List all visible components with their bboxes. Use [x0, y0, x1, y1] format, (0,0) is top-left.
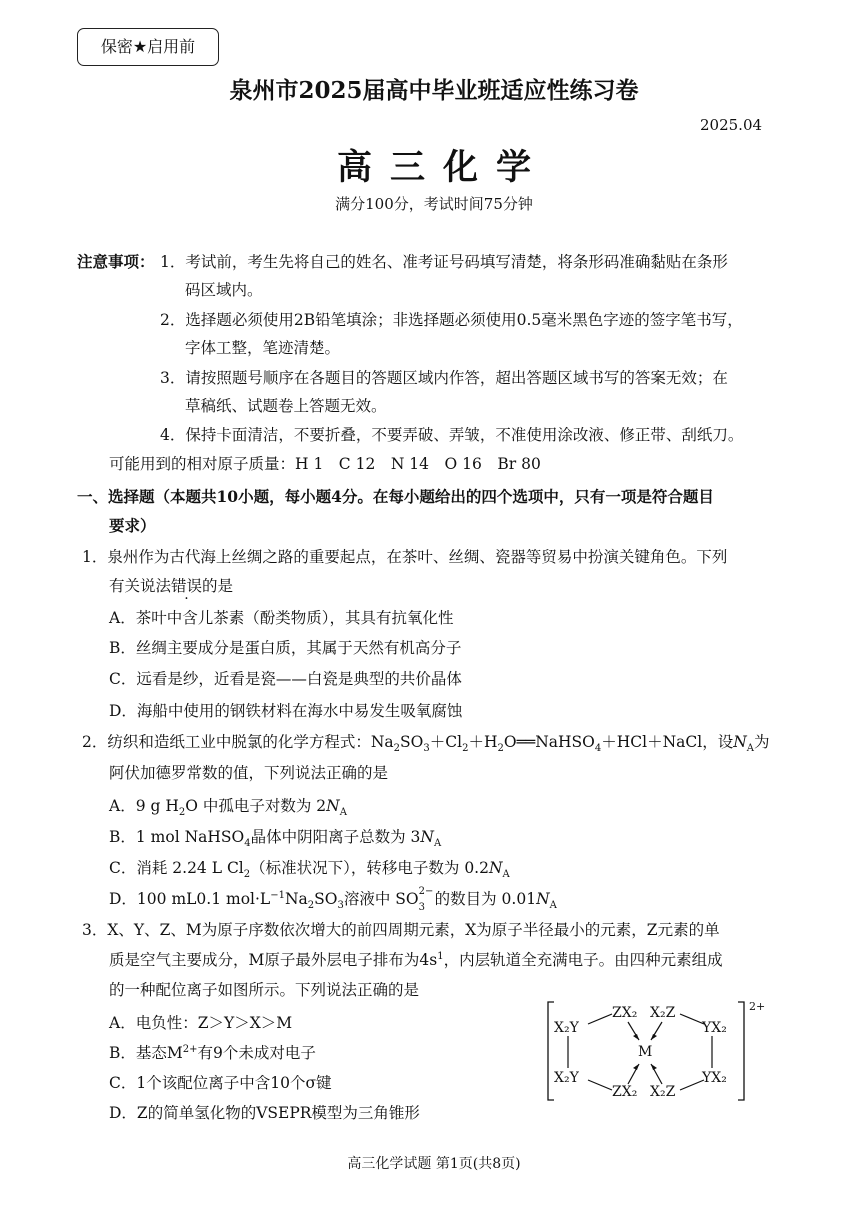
note-4: 4．保持卡面清洁，不要折叠，不要弄破、弄皱，不准使用涂改液、修正带、刮纸刀。: [160, 426, 744, 444]
x2y-top: X₂Y: [554, 1020, 579, 1036]
question-3-stem-cont-2: 的一种配位离子如图所示。下列说法正确的是: [109, 981, 420, 999]
question-1-option-d: D．海船中使用的钢铁材料在海水中易发生吸氧腐蚀: [109, 702, 463, 720]
atomic-masses: 可能用到的相对原子质量：H 1 C 12 N 14 O 16 Br 80: [109, 455, 541, 473]
question-1-option-a: A．茶叶中含儿茶素（酚类物质），其具有抗氧化性: [109, 609, 454, 627]
question-3-stem: 3．X、Y、Z、M为原子序数依次增大的前四周期元素，X为原子半径最小的元素，Z元素的单: [82, 921, 720, 939]
section-heading: 一、选择题（本题共10小题，每小题4分。在每小题给出的四个选项中，只有一项是符合题目: [77, 487, 714, 506]
confidential-stamp: 保密★启用前: [77, 28, 219, 66]
note-2: 2．选择题必须使用2B铅笔填涂；非选择题必须使用0.5毫米黑色字迹的签字笔书写，: [160, 311, 743, 329]
question-3-option-c: C．1个该配位离子中含10个σ键: [109, 1074, 332, 1092]
section-heading-cont: 要求）: [109, 516, 156, 535]
question-1-stem-cont: 有关说法错误的是: [109, 577, 234, 595]
x2z-bottom: X₂Z: [650, 1084, 676, 1100]
yx2-bottom: YX₂: [702, 1070, 727, 1086]
question-2-stem: 2．纺织和造纸工业中脱氯的化学方程式：$Na_2SO_3+Cl_2+H_2O══NaHSO_4+HCl+NaCl$，设$N_A$为: [82, 733, 770, 755]
page-footer: 高三化学试题 第1页(共8页): [347, 1156, 521, 1172]
note-2-cont: 字体工整，笔迹清楚。: [185, 339, 341, 357]
x2z-top: X₂Z: [650, 1005, 676, 1021]
subject-title: 高三化学: [336, 147, 549, 188]
ion-charge: 2+: [749, 1000, 766, 1013]
question-1-stem: 1．泉州作为古代海上丝绸之路的重要起点，在茶叶、丝绸、瓷器等贸易中扮演关键角色。下列: [82, 548, 728, 566]
question-1-option-b: B．丝绸主要成分是蛋白质，其属于天然有机高分子: [109, 639, 462, 657]
question-2-stem-cont: 阿伏加德罗常数的值，下列说法正确的是: [109, 764, 389, 782]
question-2-option-c: C．消耗 2.24 L $Cl_2$（标准状况下），转移电子数为 $0.2N_A$: [109, 859, 510, 881]
note-3-cont: 草稿纸、试题卷上答题无效。: [185, 397, 387, 415]
question-1-option-c: C．远看是纱，近看是瓷——白瓷是典型的共价晶体: [109, 670, 462, 688]
metal-center: M: [638, 1044, 653, 1060]
yx2-top: YX₂: [702, 1020, 727, 1036]
coordination-ion-diagram: [540, 992, 780, 1110]
note-3: 3．请按照题号顺序在各题目的答题区域内作答，超出答题区域书写的答案无效；在: [160, 369, 728, 387]
question-2-option-d: D．100 mL0.1 $mol\cdot L^{-1}Na_2SO_3$溶液中 SO 2− 3 的数目为 $0.01N_A$: [109, 886, 557, 913]
right-bracket: [738, 1002, 744, 1100]
notes-label: 注意事项：: [77, 253, 155, 271]
question-3-option-d: D．Z的简单氢化物的VSEPR模型为三角锥形: [109, 1104, 420, 1122]
note-1: 1．考试前，考生先将自己的姓名、准考证号码填写清楚，将条形码准确黏贴在条形: [160, 253, 728, 271]
zx2-bottom: ZX₂: [612, 1084, 638, 1100]
emphasis-dots: 错误: [171, 577, 203, 595]
question-2-option-a: A．9 g $H_2O$ 中孤电子对数为 $2N_A$: [109, 797, 347, 819]
x2y-bottom: X₂Y: [554, 1070, 579, 1086]
exam-title: 泉州市2025届高中毕业班适应性练习卷: [229, 77, 639, 104]
question-3-option-b: B．基态$M^{2+}$有9个未成对电子: [109, 1043, 316, 1062]
exam-meta: 满分100分，考试时间75分钟: [335, 195, 533, 213]
note-1-cont: 码区域内。: [185, 281, 263, 299]
question-2-option-b: B．1 mol NaHSO$_4$晶体中阴阳离子总数为 $3N_A$: [109, 828, 442, 850]
question-3-stem-cont: 质是空气主要成分，M原子最外层电子排布为$4s^1$，内层轨道全充满电子。由四种元素组成: [109, 950, 723, 969]
zx2-top: ZX₂: [612, 1005, 638, 1021]
question-3-option-a: A．电负性：Z＞Y＞X＞M: [109, 1014, 293, 1032]
exam-date: 2025.04: [700, 116, 763, 134]
